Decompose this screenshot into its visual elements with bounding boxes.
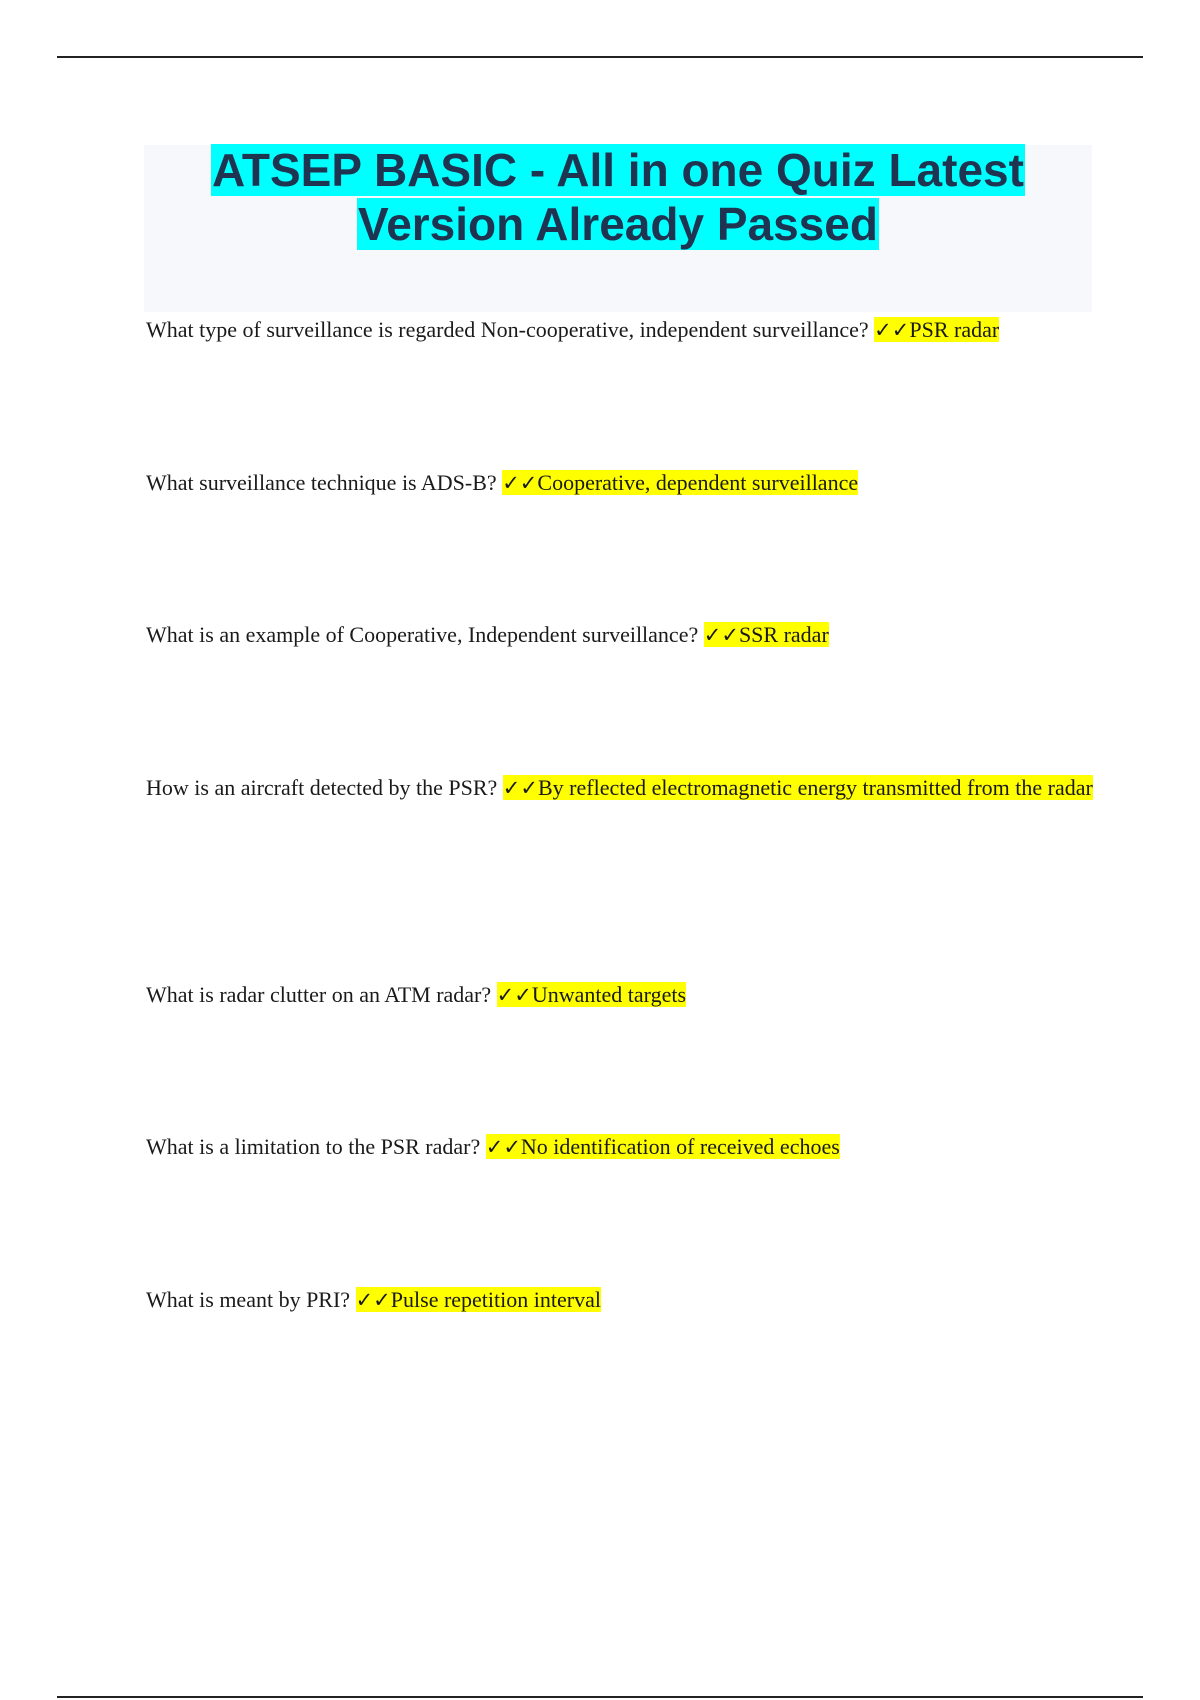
question-text: What is an example of Cooperative, Independent surveillance? bbox=[146, 622, 699, 647]
answer-text: SSR radar bbox=[738, 622, 829, 647]
question-text: What type of surveillance is regarded Non-cooperative, independent surveillance? bbox=[146, 317, 869, 342]
qa-item bbox=[146, 1117, 1096, 1177]
question-text: What is meant by PRI? bbox=[146, 1287, 351, 1312]
answer-highlight bbox=[704, 622, 829, 647]
qa-item bbox=[146, 1270, 1096, 1330]
qa-item bbox=[146, 453, 1096, 513]
question-text: What is a limitation to the PSR radar? bbox=[146, 1134, 481, 1159]
qa-item bbox=[146, 300, 1096, 360]
answer-text: By reflected electromagnetic energy transmitted from the radar bbox=[537, 775, 1093, 800]
double-check-icon: ✓✓ bbox=[502, 776, 538, 800]
double-check-icon: ✓✓ bbox=[496, 983, 532, 1007]
double-check-icon: ✓✓ bbox=[485, 1135, 521, 1159]
double-check-icon: ✓✓ bbox=[502, 471, 538, 495]
bottom-rule bbox=[57, 1696, 1143, 1698]
top-rule bbox=[57, 56, 1143, 58]
answer-highlight bbox=[356, 1287, 601, 1312]
answer-text: PSR radar bbox=[909, 317, 1000, 342]
answer-text: Cooperative, dependent surveillance bbox=[537, 470, 859, 495]
qa-item bbox=[146, 605, 1096, 665]
double-check-icon: ✓✓ bbox=[703, 623, 739, 647]
question-text: What is radar clutter on an ATM radar? bbox=[146, 982, 492, 1007]
answer-text: No identification of received echoes bbox=[520, 1134, 840, 1159]
answer-highlight bbox=[497, 982, 686, 1007]
answer-highlight bbox=[503, 775, 1093, 800]
qa-item bbox=[146, 965, 1096, 1025]
question-text: What surveillance technique is ADS-B? bbox=[146, 470, 497, 495]
answer-highlight bbox=[486, 1134, 840, 1159]
question-text: How is an aircraft detected by the PSR? bbox=[146, 775, 498, 800]
document-title bbox=[144, 143, 1092, 251]
answer-text: Unwanted targets bbox=[531, 982, 687, 1007]
double-check-icon: ✓✓ bbox=[874, 318, 910, 342]
qa-item bbox=[146, 758, 1096, 818]
answer-text: Pulse repetition interval bbox=[390, 1287, 601, 1312]
title-line-2: Version Already Passed bbox=[358, 198, 878, 250]
double-check-icon: ✓✓ bbox=[355, 1288, 391, 1312]
title-line-1: ATSEP BASIC - All in one Quiz Latest bbox=[212, 144, 1024, 196]
answer-highlight bbox=[502, 470, 858, 495]
answer-highlight bbox=[874, 317, 999, 342]
